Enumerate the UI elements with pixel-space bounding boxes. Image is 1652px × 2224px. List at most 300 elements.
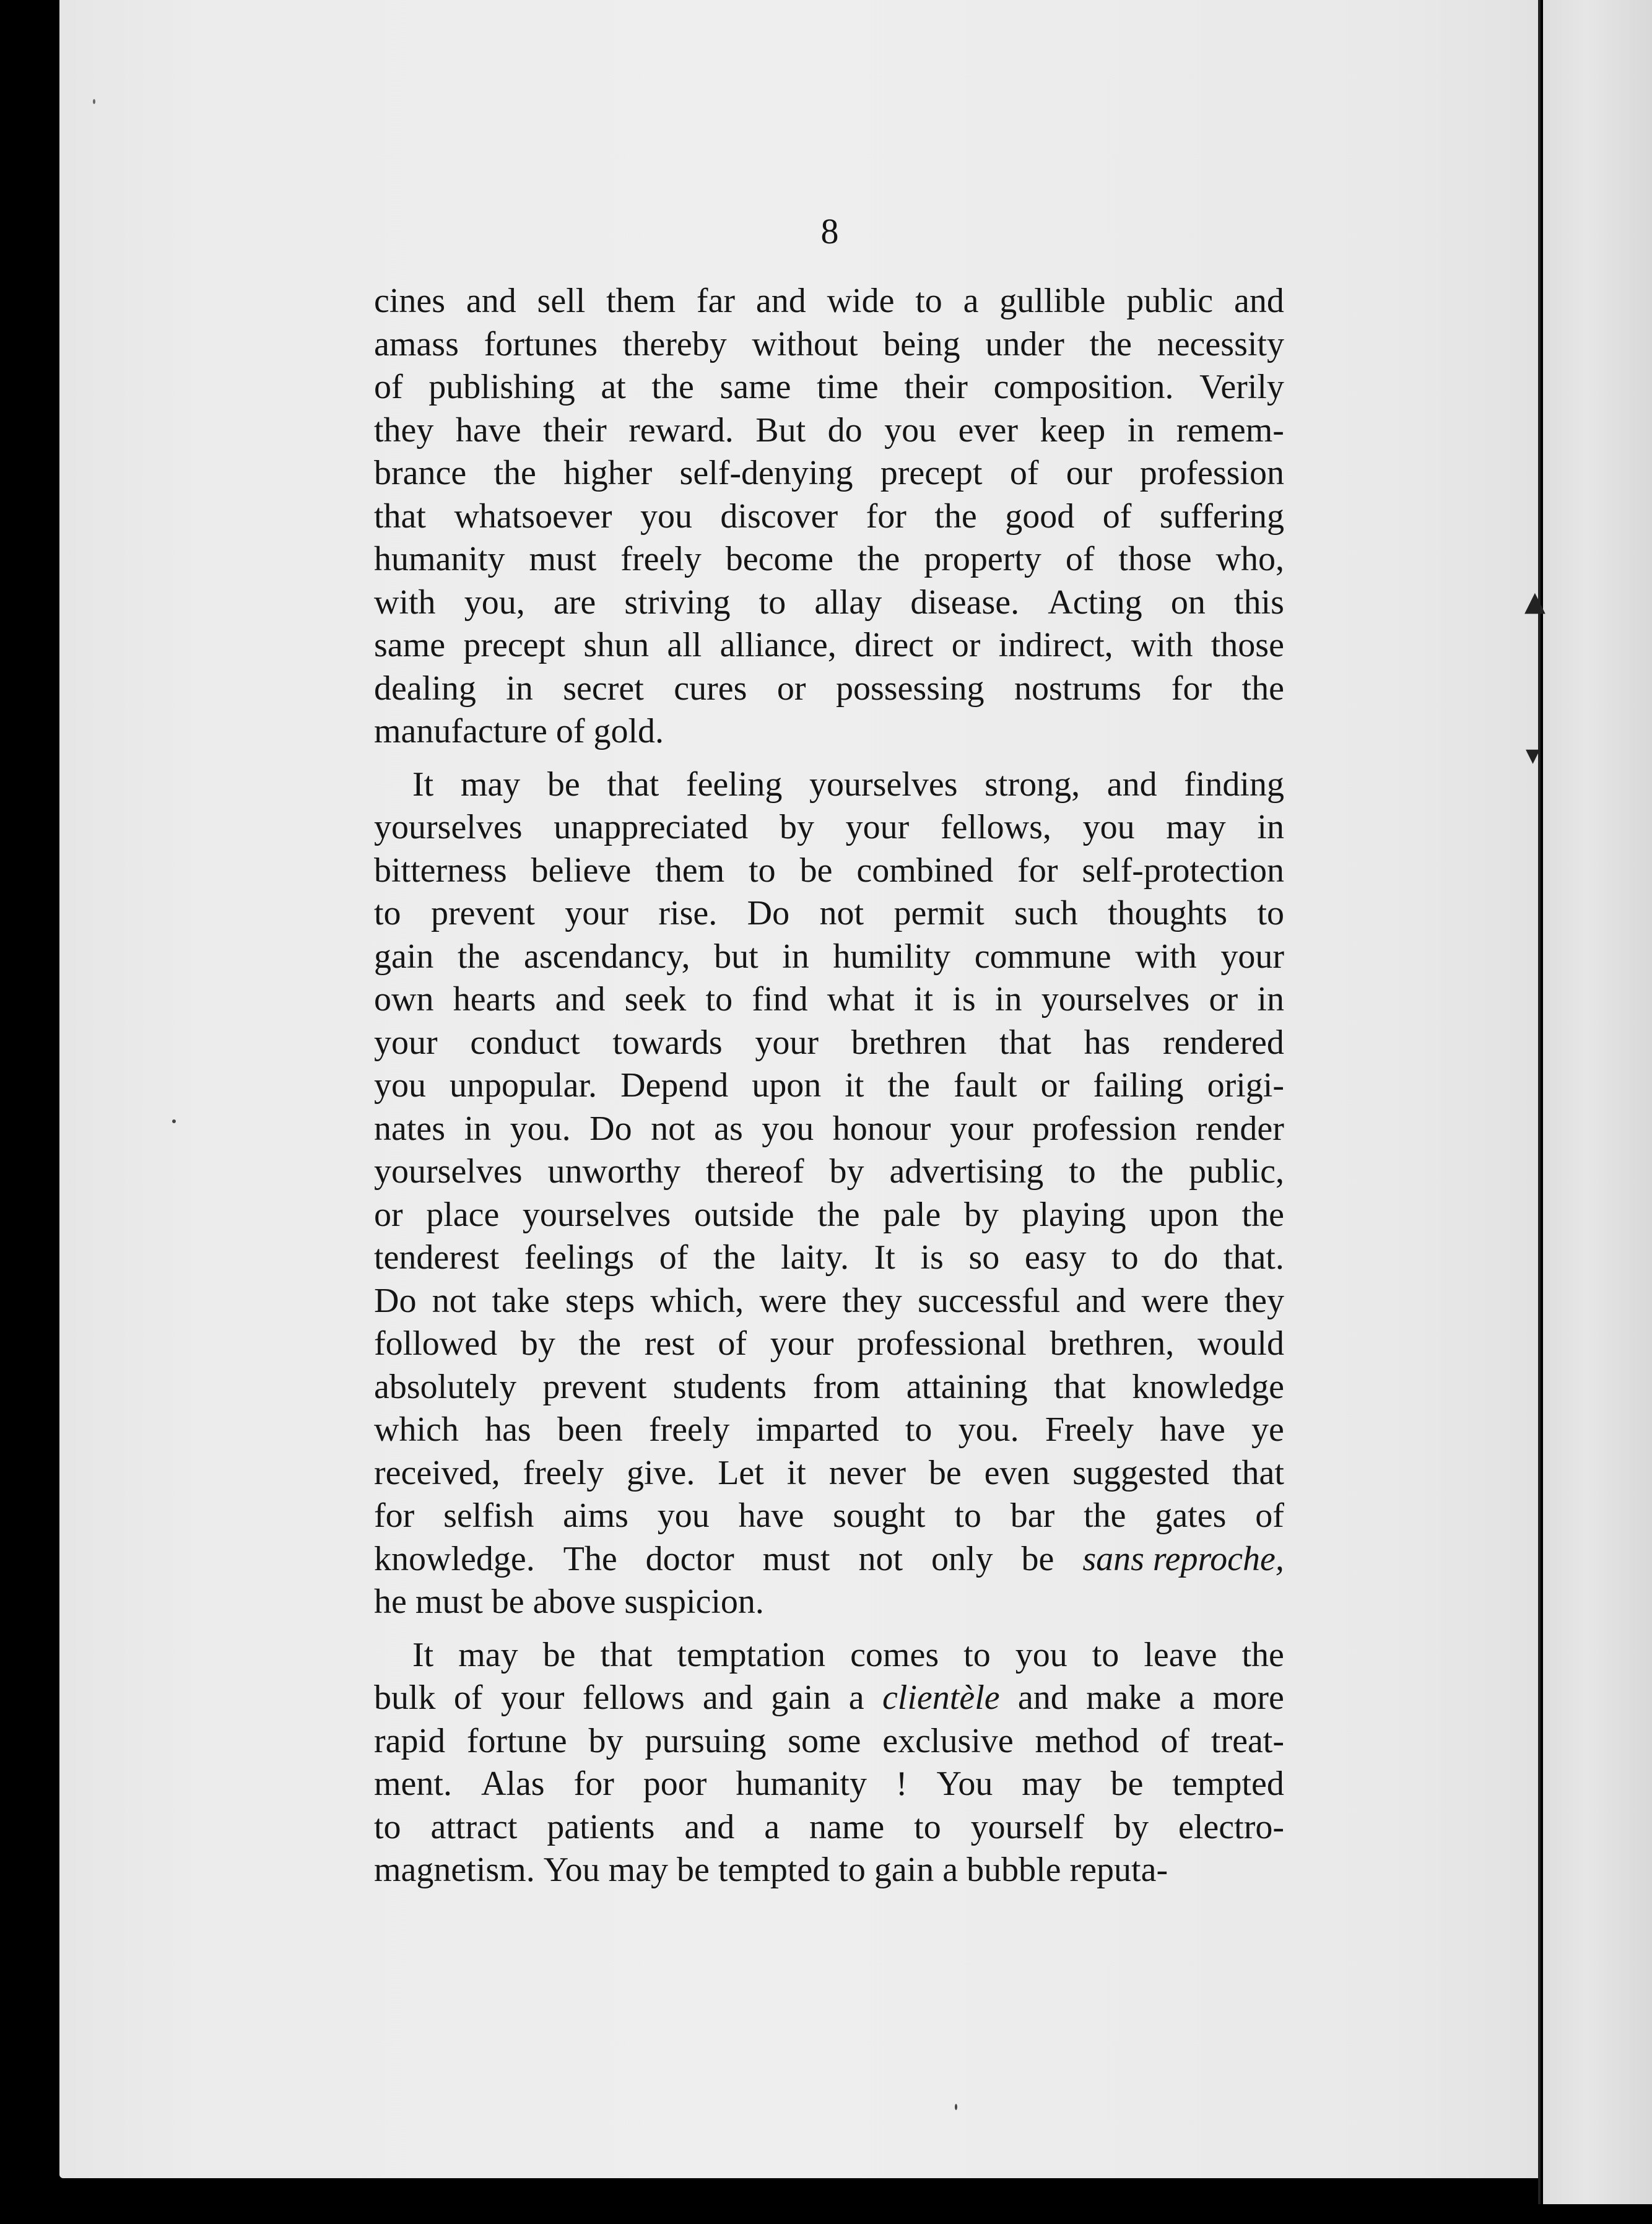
- word: whatsoever: [454, 497, 612, 536]
- word: in: [464, 1109, 492, 1148]
- word: Let: [718, 1453, 764, 1492]
- paragraph-gap: [374, 1624, 1284, 1634]
- text-line: [374, 1280, 1284, 1323]
- word: absolutely: [374, 1367, 517, 1406]
- word: may: [1166, 808, 1226, 846]
- word: unpopular.: [450, 1066, 598, 1105]
- word: were: [1141, 1281, 1209, 1320]
- word: you: [1082, 808, 1135, 846]
- word: to: [374, 894, 401, 932]
- word: profession: [1032, 1109, 1177, 1148]
- word: to: [963, 1635, 991, 1674]
- word: to: [705, 980, 733, 1019]
- text-line: [374, 538, 1284, 581]
- word: a: [1179, 1679, 1195, 1717]
- word: tenderest: [374, 1238, 500, 1277]
- word: patients: [547, 1807, 655, 1846]
- word: gullible: [999, 282, 1106, 320]
- word: of: [718, 1324, 747, 1363]
- word: laity.: [781, 1238, 849, 1277]
- word: with: [374, 583, 436, 622]
- word: this: [1233, 583, 1284, 622]
- text-line: [374, 936, 1284, 979]
- word: It: [874, 1238, 895, 1277]
- word: who,: [1215, 540, 1284, 578]
- word: those: [1118, 540, 1192, 578]
- body-text: [374, 280, 1284, 1892]
- text-line: [374, 849, 1284, 893]
- word: by: [829, 1152, 864, 1191]
- text-line: [374, 1763, 1284, 1806]
- word: leave: [1144, 1635, 1217, 1674]
- word: to: [374, 1807, 401, 1846]
- word: a: [848, 1679, 864, 1717]
- word: possessing: [835, 669, 985, 708]
- word: has: [1084, 1023, 1131, 1062]
- text-line: [374, 710, 1284, 754]
- text-line: [374, 806, 1284, 849]
- word: and: [466, 282, 516, 320]
- word: feeling: [685, 765, 783, 804]
- word: for: [1017, 851, 1058, 890]
- word: Do: [747, 894, 790, 932]
- word: of: [1065, 540, 1095, 578]
- word: have: [455, 410, 521, 450]
- word: the: [817, 1195, 860, 1234]
- word: yourselves: [374, 1152, 523, 1191]
- word: and: [702, 1679, 753, 1717]
- word: to: [1257, 894, 1284, 932]
- text-line: [374, 1064, 1284, 1108]
- word: that.: [1223, 1238, 1284, 1277]
- word: be: [1021, 1539, 1054, 1578]
- word: Acting: [1048, 583, 1142, 622]
- paper-speck: [955, 2104, 957, 2110]
- word: of: [1160, 1721, 1190, 1760]
- word: may: [608, 1851, 669, 1889]
- text-line: [374, 1634, 1284, 1677]
- word: Freely: [1045, 1410, 1134, 1449]
- word: imparted: [755, 1410, 879, 1449]
- word: yourself: [970, 1807, 1085, 1846]
- word: the: [1084, 1496, 1126, 1535]
- word: and: [755, 282, 806, 320]
- word: without: [752, 324, 858, 363]
- word: thereof: [706, 1152, 804, 1191]
- text-line: [374, 581, 1284, 625]
- word: gain: [874, 1851, 934, 1889]
- word: are: [553, 583, 596, 622]
- word: have: [738, 1496, 804, 1535]
- word: at: [601, 368, 626, 406]
- word: fault: [953, 1066, 1017, 1105]
- word: humanity: [374, 540, 505, 578]
- word: sell: [537, 282, 586, 320]
- word: on: [1170, 583, 1206, 622]
- word: brethren,: [1050, 1324, 1175, 1363]
- word: conduct: [470, 1023, 580, 1062]
- word: your: [755, 1023, 819, 1062]
- word: easy: [1024, 1238, 1087, 1277]
- text-line: [374, 1194, 1284, 1237]
- word: a: [963, 282, 979, 320]
- word: bulk: [374, 1679, 436, 1717]
- word: make: [1086, 1679, 1162, 1717]
- word: the: [1241, 1635, 1284, 1674]
- word: not: [858, 1539, 903, 1578]
- word: you: [374, 1066, 426, 1105]
- word: your: [374, 1023, 438, 1062]
- word: hearts: [453, 980, 536, 1019]
- word: to: [749, 851, 776, 890]
- text-line: [374, 1150, 1284, 1194]
- text-line: [374, 409, 1284, 453]
- word: towards: [612, 1023, 723, 1062]
- word: cures: [674, 669, 747, 708]
- text-line: [374, 667, 1284, 711]
- word: in: [994, 980, 1022, 1019]
- word: feelings: [524, 1238, 635, 1277]
- word: in: [1257, 980, 1284, 1019]
- word: humility: [833, 937, 951, 976]
- word: It: [412, 765, 434, 804]
- word: that: [1232, 1453, 1284, 1492]
- word: same: [719, 368, 791, 406]
- text-line: [374, 323, 1284, 367]
- word: gain: [374, 937, 434, 976]
- word: alliance,: [719, 626, 837, 664]
- word: give.: [626, 1453, 695, 1492]
- word: do: [1163, 1238, 1199, 1277]
- word: that: [600, 1635, 653, 1674]
- word: exclusive: [882, 1721, 1014, 1760]
- word: or: [776, 669, 806, 708]
- word: precept: [880, 454, 983, 492]
- word: or: [374, 1195, 403, 1234]
- word: those: [1211, 626, 1284, 664]
- word: in: [782, 937, 809, 976]
- word: higher: [563, 454, 653, 492]
- word: public,: [1189, 1152, 1284, 1191]
- word: that: [999, 1023, 1051, 1062]
- word: which: [374, 1410, 459, 1449]
- word: method: [1035, 1721, 1139, 1760]
- word: suggested: [1072, 1453, 1210, 1492]
- word: playing: [1022, 1195, 1126, 1234]
- word: tempted: [718, 1851, 830, 1889]
- word: to: [1111, 1238, 1139, 1277]
- word: must: [529, 540, 597, 578]
- word: the: [651, 368, 694, 406]
- text-line: [374, 1581, 1284, 1624]
- word: ever: [958, 410, 1018, 450]
- word: the: [458, 937, 500, 976]
- word: seek: [624, 980, 687, 1019]
- page-number: 8: [820, 211, 839, 251]
- word: or: [1209, 980, 1238, 1019]
- word: pale: [883, 1195, 941, 1234]
- word: fortune: [466, 1721, 567, 1760]
- word: temptation: [677, 1635, 826, 1674]
- word: your: [845, 808, 910, 846]
- word: magnetism.: [374, 1851, 535, 1889]
- word: thereby: [622, 324, 727, 363]
- word: or: [951, 626, 981, 664]
- word: some: [788, 1721, 861, 1760]
- word: what: [827, 980, 895, 1019]
- word: dealing: [374, 669, 476, 708]
- word: the: [713, 1238, 756, 1277]
- word: !: [895, 1765, 908, 1803]
- word: strong,: [985, 765, 1080, 804]
- adjacent-page-edge: [1543, 0, 1652, 2204]
- word: aims: [563, 1496, 628, 1535]
- word: be: [547, 765, 580, 804]
- word: of: [1255, 1496, 1284, 1535]
- word: property: [924, 540, 1041, 578]
- word: must: [415, 1583, 483, 1621]
- word: in: [506, 669, 533, 708]
- word: you: [1015, 1635, 1067, 1674]
- word: they: [1224, 1281, 1284, 1320]
- word: thoughts: [1108, 894, 1228, 932]
- word: render: [1195, 1109, 1284, 1148]
- word: be: [677, 1851, 710, 1889]
- text-line: [374, 624, 1284, 667]
- word: rapid: [374, 1721, 446, 1760]
- word: finding: [1184, 765, 1284, 804]
- margin-arrow-down-icon: ▼: [1526, 745, 1541, 767]
- word: manufacture: [374, 712, 547, 750]
- word: be: [1110, 1765, 1144, 1803]
- word: yourselves: [809, 765, 958, 804]
- word: selfish: [443, 1496, 534, 1535]
- word: humanity: [736, 1765, 867, 1803]
- word: even: [984, 1453, 1050, 1492]
- text-line: [374, 1452, 1284, 1495]
- word: of: [1102, 497, 1132, 536]
- word: cines: [374, 282, 446, 320]
- word: be: [542, 1635, 576, 1674]
- word: bubble: [967, 1851, 1061, 1889]
- word: ascendancy,: [524, 937, 690, 976]
- word: by: [1114, 1807, 1149, 1846]
- text-line: [374, 1495, 1284, 1538]
- word: composition.: [993, 368, 1174, 406]
- word: them: [606, 282, 676, 320]
- word: freely: [523, 1453, 604, 1492]
- word: fellows: [582, 1679, 685, 1717]
- page-gutter-line: [1538, 0, 1547, 2204]
- word: Do: [589, 1109, 632, 1148]
- word: own: [374, 980, 434, 1019]
- word: never: [828, 1453, 906, 1492]
- word: origi-: [1207, 1066, 1284, 1105]
- word: is: [952, 980, 976, 1019]
- word: precept: [463, 626, 566, 664]
- word: and: [1233, 282, 1284, 320]
- word: your: [770, 1324, 834, 1363]
- word: yourselves: [1041, 980, 1190, 1019]
- word: only: [931, 1539, 993, 1578]
- word: a: [764, 1807, 780, 1846]
- word: bitterness: [374, 851, 507, 890]
- word: you: [762, 1109, 814, 1148]
- word: striving: [624, 583, 731, 622]
- word: disease.: [910, 583, 1020, 622]
- text-line: [374, 1236, 1284, 1280]
- word: electro-: [1178, 1807, 1284, 1846]
- word: your: [500, 1679, 565, 1717]
- word: the: [578, 1324, 621, 1363]
- word: remem-: [1176, 410, 1284, 450]
- word: may: [458, 1635, 518, 1674]
- word: being: [883, 324, 960, 363]
- word: prevent: [430, 894, 535, 932]
- word: attract: [430, 1807, 518, 1846]
- word: shun: [583, 626, 650, 664]
- word: for: [374, 1496, 415, 1535]
- word: received,: [374, 1453, 500, 1492]
- word: for: [573, 1765, 614, 1803]
- paragraph-gap: [374, 754, 1284, 763]
- word: all: [667, 626, 702, 664]
- word: profession: [1139, 454, 1284, 492]
- word: reward.: [628, 410, 734, 450]
- word: from: [812, 1367, 880, 1406]
- word: name: [809, 1807, 885, 1846]
- word: to: [838, 1851, 866, 1889]
- word: under: [985, 324, 1064, 363]
- word: not: [819, 894, 864, 932]
- word: them: [655, 851, 725, 890]
- word: the: [493, 454, 536, 492]
- word: comes: [850, 1635, 939, 1674]
- word: tempted: [1172, 1765, 1284, 1803]
- word: their: [543, 410, 607, 450]
- word: ment.: [374, 1765, 452, 1803]
- word: to: [954, 1496, 981, 1535]
- word: to: [1092, 1635, 1119, 1674]
- text-line: [374, 1538, 1284, 1581]
- text-line: [374, 1806, 1284, 1849]
- word: allay: [814, 583, 882, 622]
- word: and: [1017, 1679, 1068, 1717]
- word: advertising: [889, 1152, 1044, 1191]
- word: upon: [1149, 1195, 1219, 1234]
- word: wide: [827, 282, 895, 320]
- word: be: [799, 851, 833, 890]
- word: and: [1106, 765, 1157, 804]
- word: by: [588, 1721, 624, 1760]
- word: doctor: [645, 1539, 734, 1578]
- text-line: [374, 1849, 1284, 1892]
- text-line: [374, 280, 1284, 323]
- word: of: [1009, 454, 1039, 492]
- word: direct: [854, 626, 934, 664]
- text-line: [374, 1022, 1284, 1065]
- word: outside: [693, 1195, 794, 1234]
- margin-arrow-up-icon: ▲: [1524, 586, 1545, 617]
- word: by: [779, 808, 814, 846]
- word: the: [1121, 1152, 1164, 1191]
- word: students: [672, 1367, 787, 1406]
- text-line: [374, 452, 1284, 495]
- word: of: [659, 1238, 689, 1277]
- word: indirect,: [998, 626, 1113, 664]
- word: of: [453, 1679, 483, 1717]
- word: self-protection: [1082, 851, 1284, 890]
- text-line: [374, 1366, 1284, 1409]
- word: that: [1053, 1367, 1106, 1406]
- word: unworthy: [547, 1152, 681, 1191]
- word: freely: [648, 1410, 730, 1449]
- word: knowledge.: [374, 1539, 535, 1578]
- word: were: [759, 1281, 827, 1320]
- word: become: [725, 540, 833, 578]
- word: so: [968, 1238, 1000, 1277]
- word: the: [1241, 1195, 1284, 1234]
- word: may: [1022, 1765, 1082, 1803]
- word: it: [913, 980, 934, 1019]
- word: may: [460, 765, 521, 804]
- word: fortunes: [484, 324, 598, 363]
- word: or: [1040, 1066, 1070, 1105]
- word: and: [1076, 1281, 1126, 1320]
- word: suspicion.: [624, 1583, 764, 1621]
- word: clientèle: [882, 1679, 1000, 1717]
- word: yourselves: [374, 808, 523, 846]
- word: upon: [752, 1066, 822, 1105]
- word: brethren: [851, 1023, 967, 1062]
- word: honour: [832, 1109, 931, 1148]
- word: permit: [893, 894, 985, 932]
- text-line: [374, 366, 1284, 409]
- word: for: [1171, 669, 1212, 708]
- word: you: [640, 497, 692, 536]
- text-line: [374, 1323, 1284, 1366]
- text-line: [374, 1409, 1284, 1452]
- word: with: [1131, 626, 1193, 664]
- word: of: [555, 712, 585, 750]
- word: which,: [650, 1281, 744, 1320]
- word: must: [762, 1539, 830, 1578]
- word: been: [557, 1410, 623, 1449]
- paragraph: [374, 763, 1284, 1624]
- word: our: [1066, 454, 1113, 492]
- word: professional: [857, 1324, 1027, 1363]
- word: take: [492, 1281, 550, 1320]
- word: their: [904, 368, 968, 406]
- word: successful: [918, 1281, 1061, 1320]
- word: the: [1089, 324, 1132, 363]
- word: the: [1241, 669, 1284, 708]
- word: in: [1257, 808, 1284, 846]
- text-line: [374, 978, 1284, 1022]
- word: to: [1069, 1152, 1096, 1191]
- paragraph: [374, 280, 1284, 754]
- paper-speck: [172, 1119, 176, 1123]
- word: knowledge: [1132, 1367, 1284, 1406]
- word: you.: [510, 1109, 571, 1148]
- word: followed: [374, 1324, 498, 1363]
- word: would: [1197, 1324, 1284, 1363]
- word: not: [651, 1109, 695, 1148]
- word: Alas: [480, 1765, 545, 1803]
- word: public: [1126, 282, 1214, 320]
- word: unappreciated: [554, 808, 749, 846]
- word: nostrums: [1014, 669, 1142, 708]
